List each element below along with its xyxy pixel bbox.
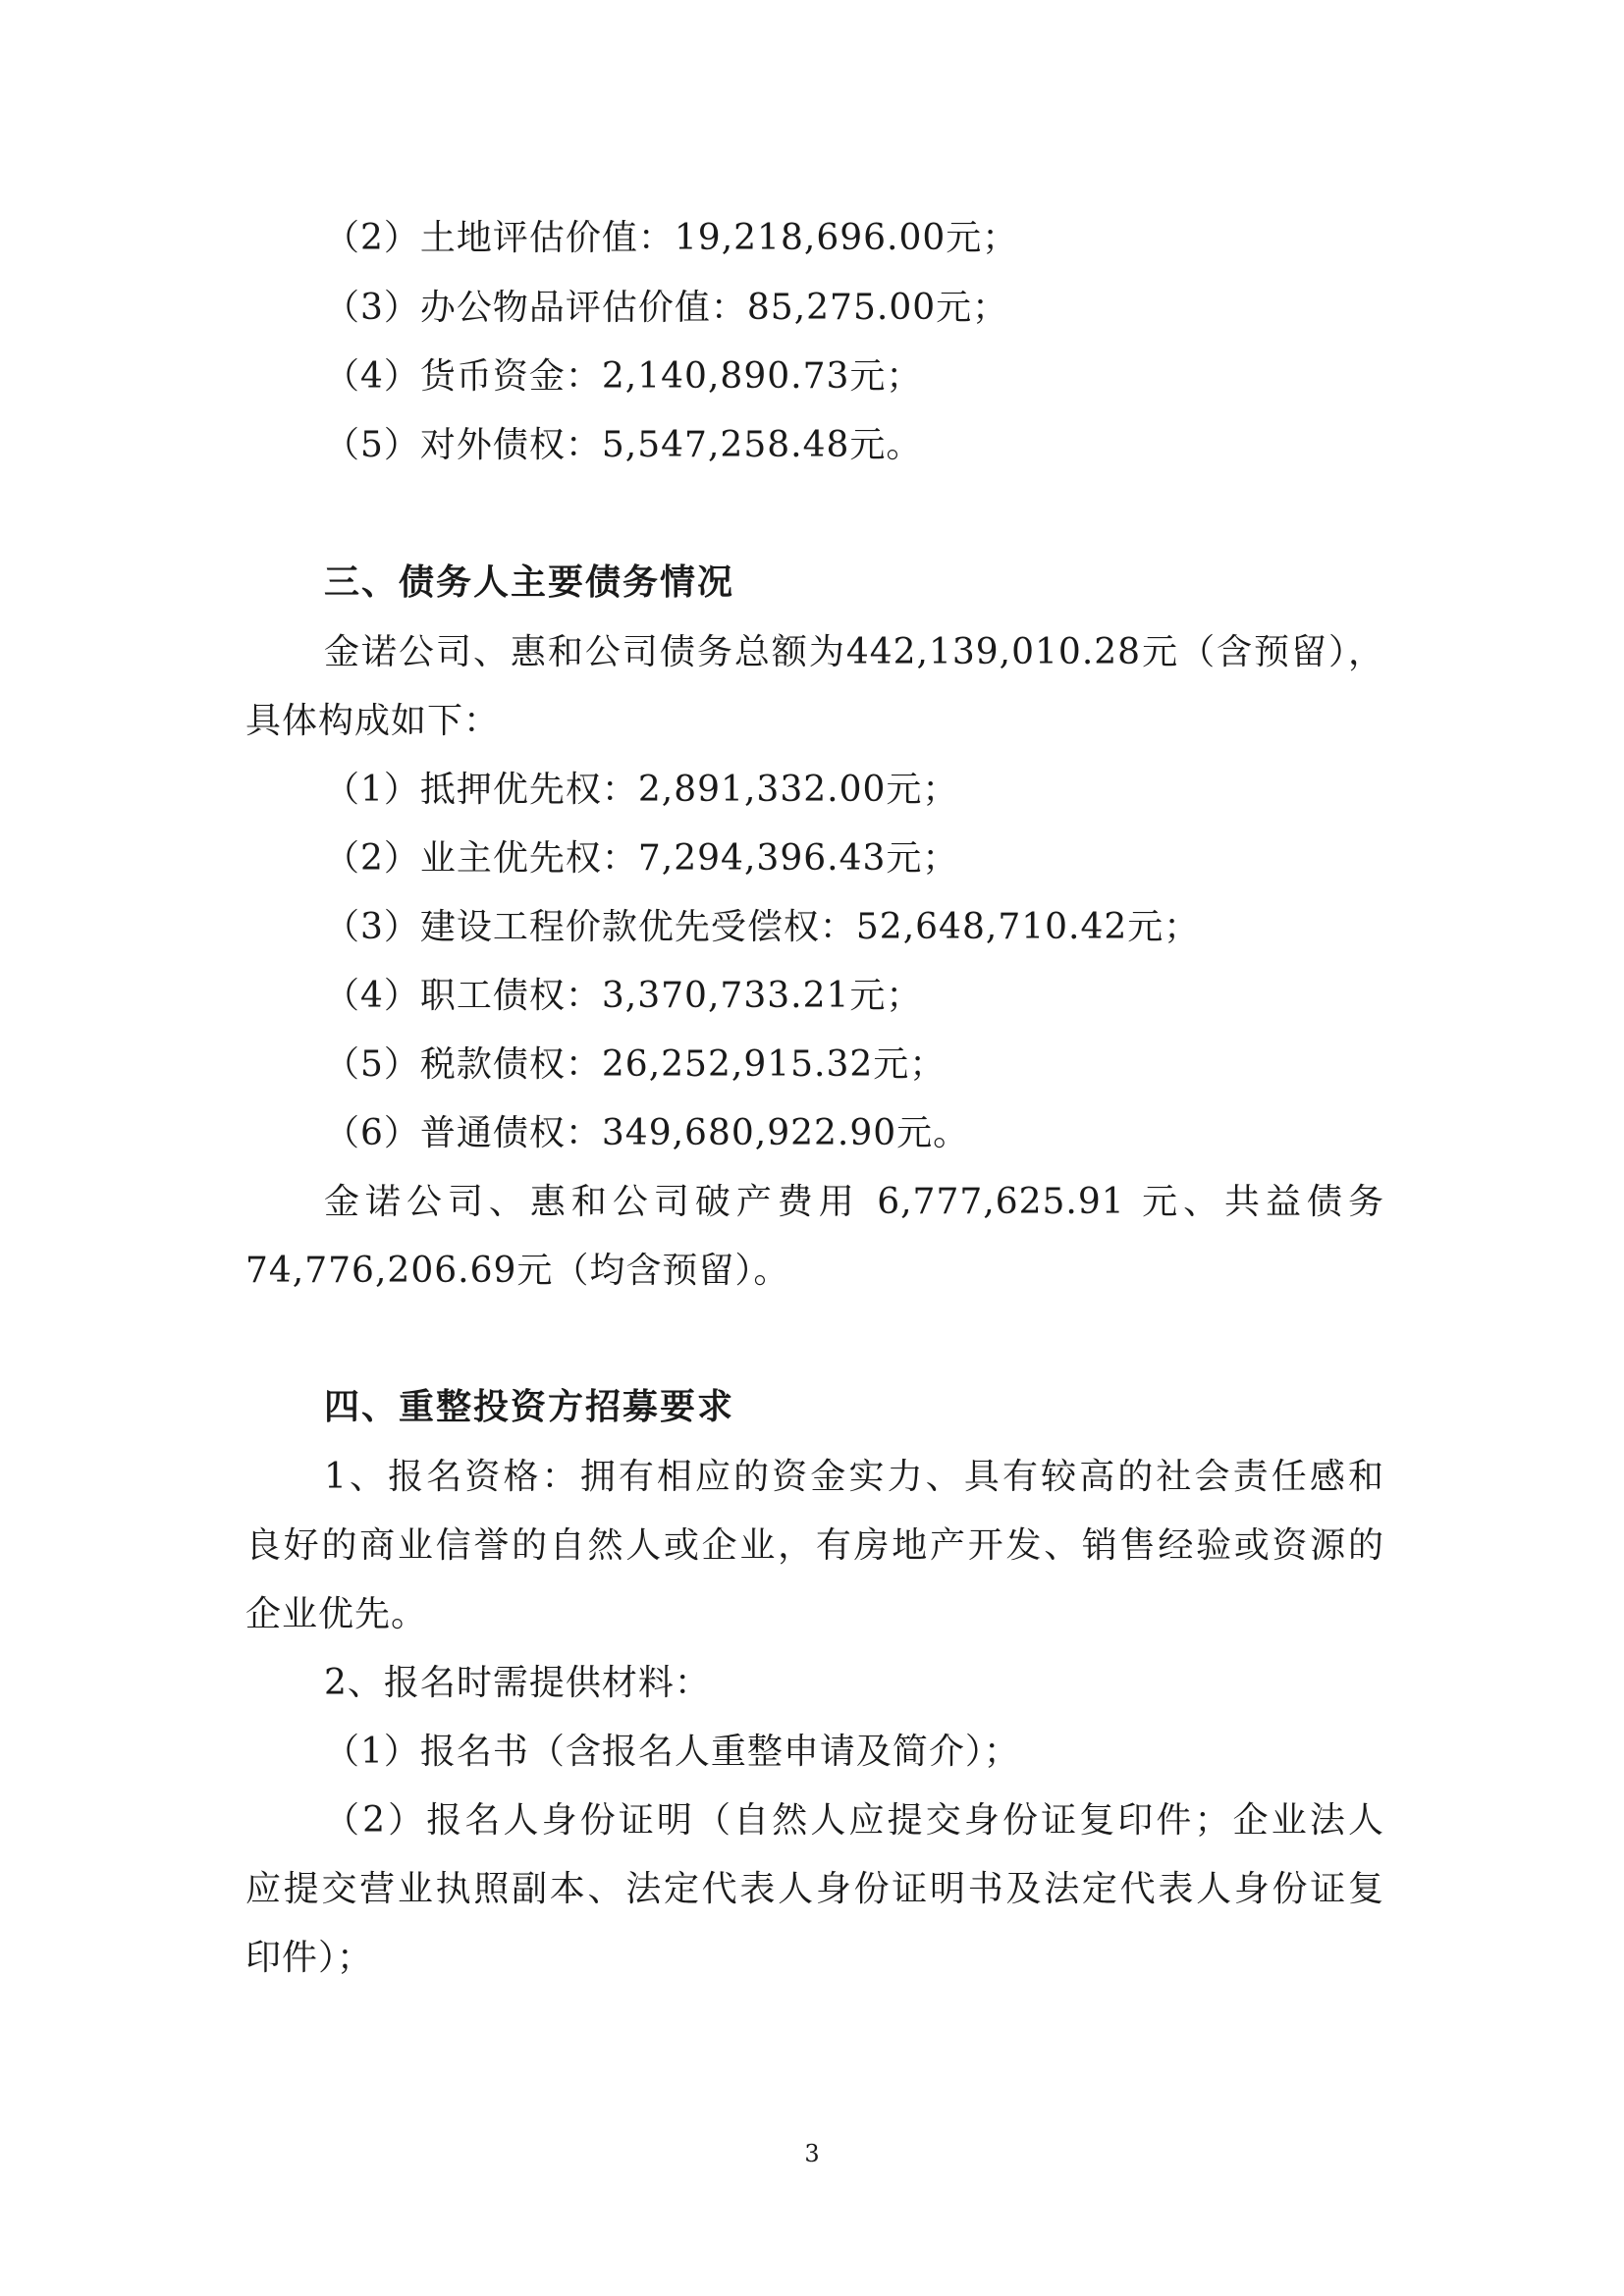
debt-item-construction-priority: （3）建设工程价款优先受偿权：52,648,710.42元； xyxy=(324,907,1201,947)
asset-item-receivables: （5）对外债权：5,547,258.48元。 xyxy=(324,425,923,465)
section-3-heading: 三、债务人主要债务情况 xyxy=(324,561,735,603)
debt-item-owner-priority: （2）业主优先权：7,294,396.43元； xyxy=(324,838,959,879)
section-3-fees-line-1: 金诺公司、惠和公司破产费用 6,777,625.91 元、共益债务 xyxy=(324,1182,1384,1222)
section-4-item-2-line-1: （2）报名人身份证明（自然人应提交身份证复印件；企业法人 xyxy=(324,1800,1384,1841)
section-4-p1-line-3: 企业优先。 xyxy=(245,1594,428,1634)
page-number: 3 xyxy=(804,2140,820,2167)
section-4-item-2-line-2: 应提交营业执照副本、法定代表人身份证明书及法定代表人身份证复 xyxy=(245,1869,1384,1909)
debt-item-mortgage-priority: （1）抵押优先权：2,891,332.00元； xyxy=(324,770,959,810)
asset-item-land: （2）土地评估价值：19,218,696.00元； xyxy=(324,218,1019,258)
section-3-intro-line-2: 具体构成如下： xyxy=(245,701,501,741)
asset-item-cash: （4）货币资金：2,140,890.73元； xyxy=(324,356,923,397)
section-4-p1-line-2: 良好的商业信誉的自然人或企业，有房地产开发、销售经验或资源的 xyxy=(245,1525,1384,1566)
section-4-item-1: （1）报名书（含报名人重整申请及简介）； xyxy=(324,1732,1020,1772)
debt-item-employee-claims: （4）职工债权：3,370,733.21元； xyxy=(324,976,923,1016)
section-3-fees-line-2: 74,776,206.69元（均含预留）。 xyxy=(245,1251,790,1291)
section-4-p1-line-1: 1、报名资格：拥有相应的资金实力、具有较高的社会责任感和 xyxy=(324,1457,1384,1497)
section-4-heading: 四、重整投资方招募要求 xyxy=(324,1386,735,1427)
section-4-p2: 2、报名时需提供材料： xyxy=(324,1663,711,1703)
section-4-item-2-line-3: 印件）； xyxy=(245,1938,374,1978)
debt-item-tax-claims: （5）税款债权：26,252,915.32元； xyxy=(324,1044,947,1085)
debt-item-general-claims: （6）普通债权：349,680,922.90元。 xyxy=(324,1113,970,1153)
asset-item-office-supplies: （3）办公物品评估价值：85,275.00元； xyxy=(324,288,1009,328)
section-3-intro-line-1: 金诺公司、惠和公司债务总额为442,139,010.28元（含预留）， xyxy=(324,632,1384,672)
